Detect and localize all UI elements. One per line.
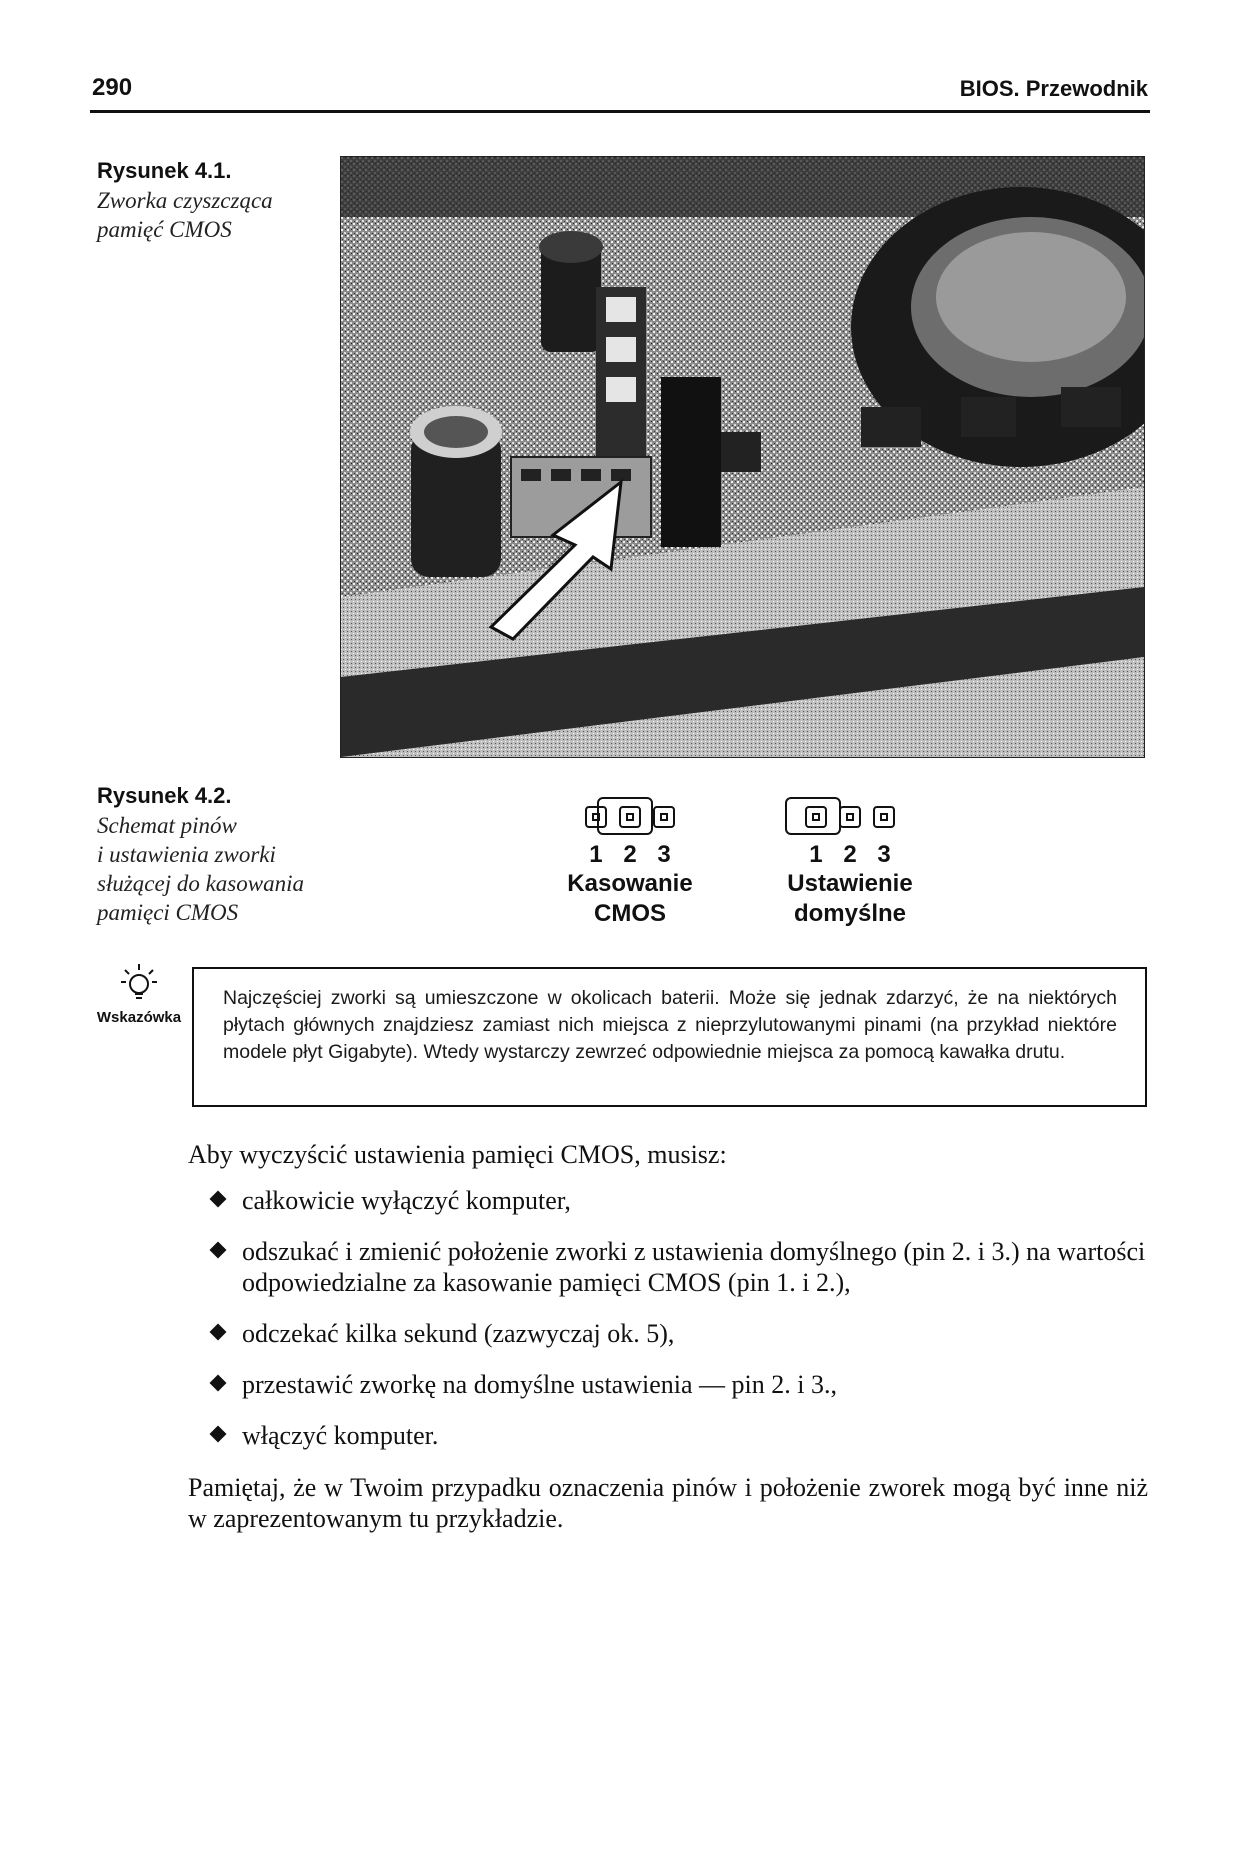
jumper-cap — [597, 797, 653, 835]
tip-marker — [93, 962, 185, 1026]
tip-box: Najczęściej zworki są umieszczone w okolicach baterii. Może się jednak zdarzyć, że na niektórych płytach głównych znajdziesz zamiast nich miejsca z nieprzylutowanymi pinami (na przykład niektóre modele płyt Gigabyte). Wtedy wystarczy zewrzeć odpowiednie miejsca za pomocą kawałka drutu. — [192, 967, 1147, 1107]
list-item-text: włączyć komputer. — [242, 1421, 439, 1450]
pin-numbers: 1 2 3 — [589, 841, 671, 868]
intro-paragraph: Aby wyczyścić ustawienia pamięci CMOS, musisz: — [188, 1140, 727, 1169]
steps-list — [210, 1185, 1160, 1471]
page-number: 290 — [92, 74, 133, 101]
pin-2 — [839, 806, 861, 828]
figure-2-description — [97, 811, 327, 927]
figure-1-description — [97, 186, 327, 244]
figure-2-desc-line: i ustawienia zworki — [97, 842, 276, 867]
jumper-label-line: Kasowanie — [567, 870, 693, 897]
list-item-text: przestawić zworkę na domyślne ustawienia — pin 2. i 3., — [242, 1370, 837, 1399]
bullet-diamond-icon — [210, 1191, 227, 1208]
pin-header — [545, 795, 715, 839]
list-item-text: odszukać i zmienić położenie zworki z ustawienia domyślnego (pin 2. i 3.) na wartości odpowiedzialne za kasowanie pamięci CMOS (pin 1. i 2.), — [242, 1237, 1146, 1297]
figure-1-desc-line: pamięć CMOS — [97, 217, 232, 242]
figure-2-desc-line: Schemat pinów — [97, 813, 237, 838]
running-title: BIOS. Przewodnik — [959, 76, 1148, 101]
figure-2-desc-line: służącej do kasowania — [97, 871, 304, 896]
bullet-diamond-icon — [210, 1426, 227, 1443]
bullet-diamond-icon — [210, 1324, 227, 1341]
motherboard-photo — [340, 156, 1145, 758]
pin-numbers: 1 2 3 — [809, 841, 891, 868]
running-header — [90, 72, 1150, 113]
lightbulb-icon — [119, 962, 159, 1002]
pin-header — [765, 795, 935, 839]
jumper-label-line: domyślne — [793, 900, 907, 927]
figure-1-caption — [97, 158, 327, 244]
list-item — [210, 1236, 1160, 1298]
figure-2-caption — [97, 783, 327, 927]
figure-1-label: Rysunek 4.1. — [97, 158, 232, 183]
figure-2-desc-line: pamięci CMOS — [97, 900, 239, 925]
list-item — [210, 1420, 1160, 1451]
list-item-text: całkowicie wyłączyć komputer, — [242, 1186, 571, 1215]
jumper-diagram-default — [765, 795, 935, 929]
jumper-label-line: CMOS — [594, 900, 666, 927]
list-item-text: odczekać kilka sekund (zazwyczaj ok. 5), — [242, 1319, 675, 1348]
bullet-diamond-icon — [210, 1375, 227, 1392]
list-item — [210, 1318, 1160, 1349]
tip-label: Wskazówka — [96, 1009, 182, 1026]
bullet-diamond-icon — [210, 1242, 227, 1259]
jumper-cap — [785, 797, 841, 835]
jumper-diagram-clear — [545, 795, 715, 929]
jumper-photo-image — [341, 157, 1144, 757]
figure-2-label: Rysunek 4.2. — [97, 783, 232, 808]
closing-paragraph: Pamiętaj, że w Twoim przypadku oznaczenia pinów i położenie zworek mogą być inne niż w zaprezentowanym tu przykładzie. — [188, 1473, 1148, 1533]
list-item — [210, 1369, 1160, 1400]
pin-3 — [653, 806, 675, 828]
list-item — [210, 1185, 1160, 1216]
jumper-label-line: Ustawienie — [787, 870, 913, 897]
pin-3 — [873, 806, 895, 828]
figure-1-desc-line: Zworka czyszcząca — [97, 188, 273, 213]
